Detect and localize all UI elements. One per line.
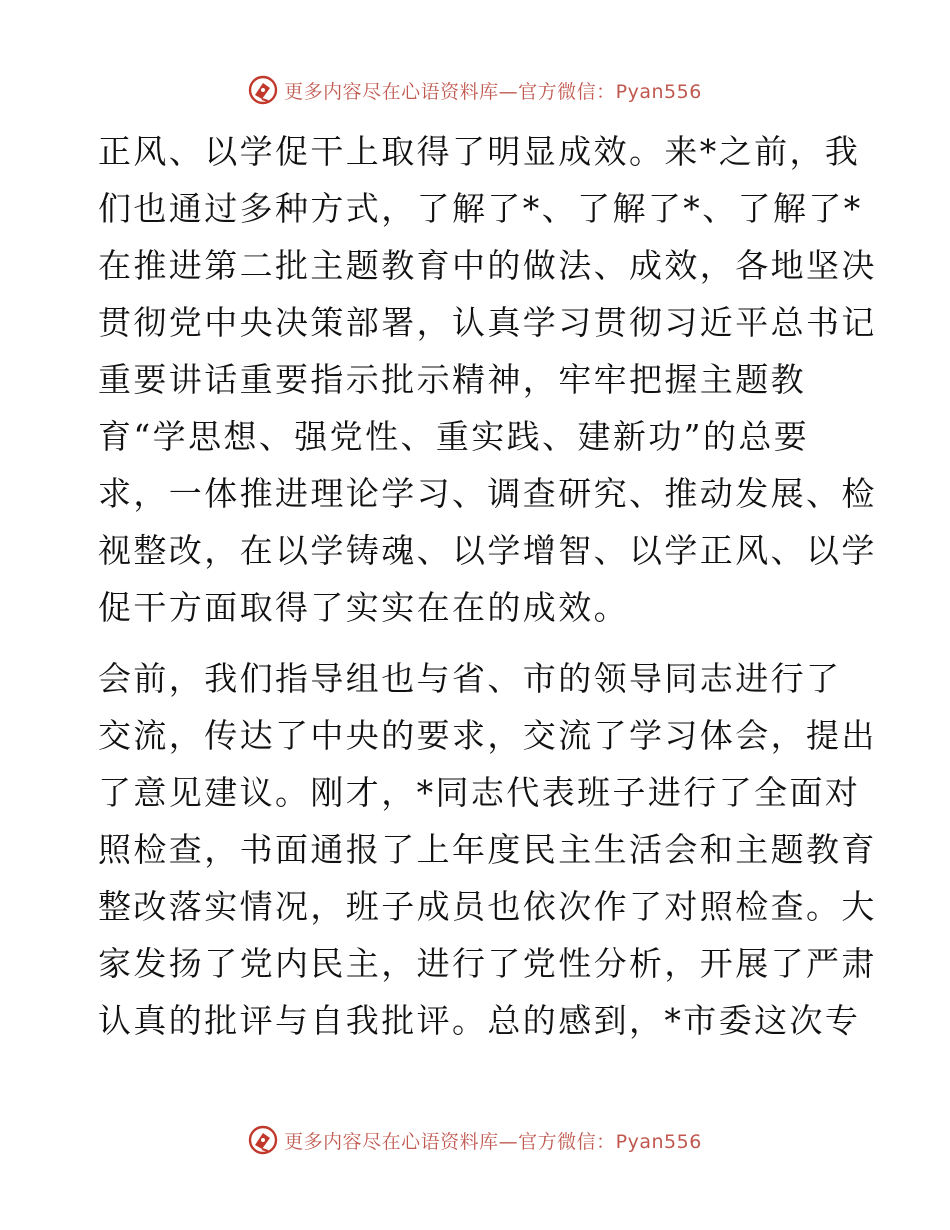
text-line: 重要讲话重要指示批示精神，牢牢把握主题教 xyxy=(98,360,806,399)
text-line: 照检查，书面通报了上年度民主生活会和主题教育 xyxy=(98,830,877,869)
text-line: 求，一体推进理论学习、调查研究、推动发展、检 xyxy=(98,474,877,513)
paragraph xyxy=(98,123,877,636)
text-line: 贯彻党中央决策部署，认真学习贯彻习近平总书记 xyxy=(98,303,877,342)
header-banner xyxy=(0,72,950,108)
text-line: 正风、以学促干上取得了明显成效。来*之前，我 xyxy=(98,132,861,171)
text-line: 交流，传达了中央的要求，交流了学习体会，提出 xyxy=(98,716,877,755)
text-line: 家发扬了党内民主，进行了党性分析，开展了严肃 xyxy=(98,944,877,983)
book-pen-logo-icon xyxy=(248,1125,278,1155)
text-line: 了意见建议。刚才，*同志代表班子进行了全面对 xyxy=(98,773,861,812)
text-line: 会前，我们指导组也与省、市的领导同志进行了 xyxy=(98,659,842,698)
header-text: 更多内容尽在心语资料库—官方微信：Pyan556 xyxy=(284,80,702,103)
footer-banner xyxy=(0,1122,950,1158)
text-line: 在推进第二批主题教育中的做法、成效，各地坚决 xyxy=(98,246,877,285)
paragraph xyxy=(98,650,877,1049)
text-line: 整改落实情况，班子成员也依次作了对照检查。大 xyxy=(98,887,877,926)
footer-text: 更多内容尽在心语资料库—官方微信：Pyan556 xyxy=(284,1130,702,1153)
text-line: 育“学思想、强党性、重实践、建新功”的总要 xyxy=(98,417,810,456)
text-line: 认真的批评与自我批评。总的感到，*市委这次专 xyxy=(98,1001,861,1040)
paragraph-gap xyxy=(98,636,858,650)
book-pen-logo-icon xyxy=(248,75,278,105)
text-line: 促干方面取得了实实在在的成效。 xyxy=(98,588,629,627)
text-line: 视整改，在以学铸魂、以学增智、以学正风、以学 xyxy=(98,531,877,570)
text-line: 们也通过多种方式，了解了*、了解了*、了解了* xyxy=(98,189,863,228)
document-body xyxy=(98,123,877,1049)
